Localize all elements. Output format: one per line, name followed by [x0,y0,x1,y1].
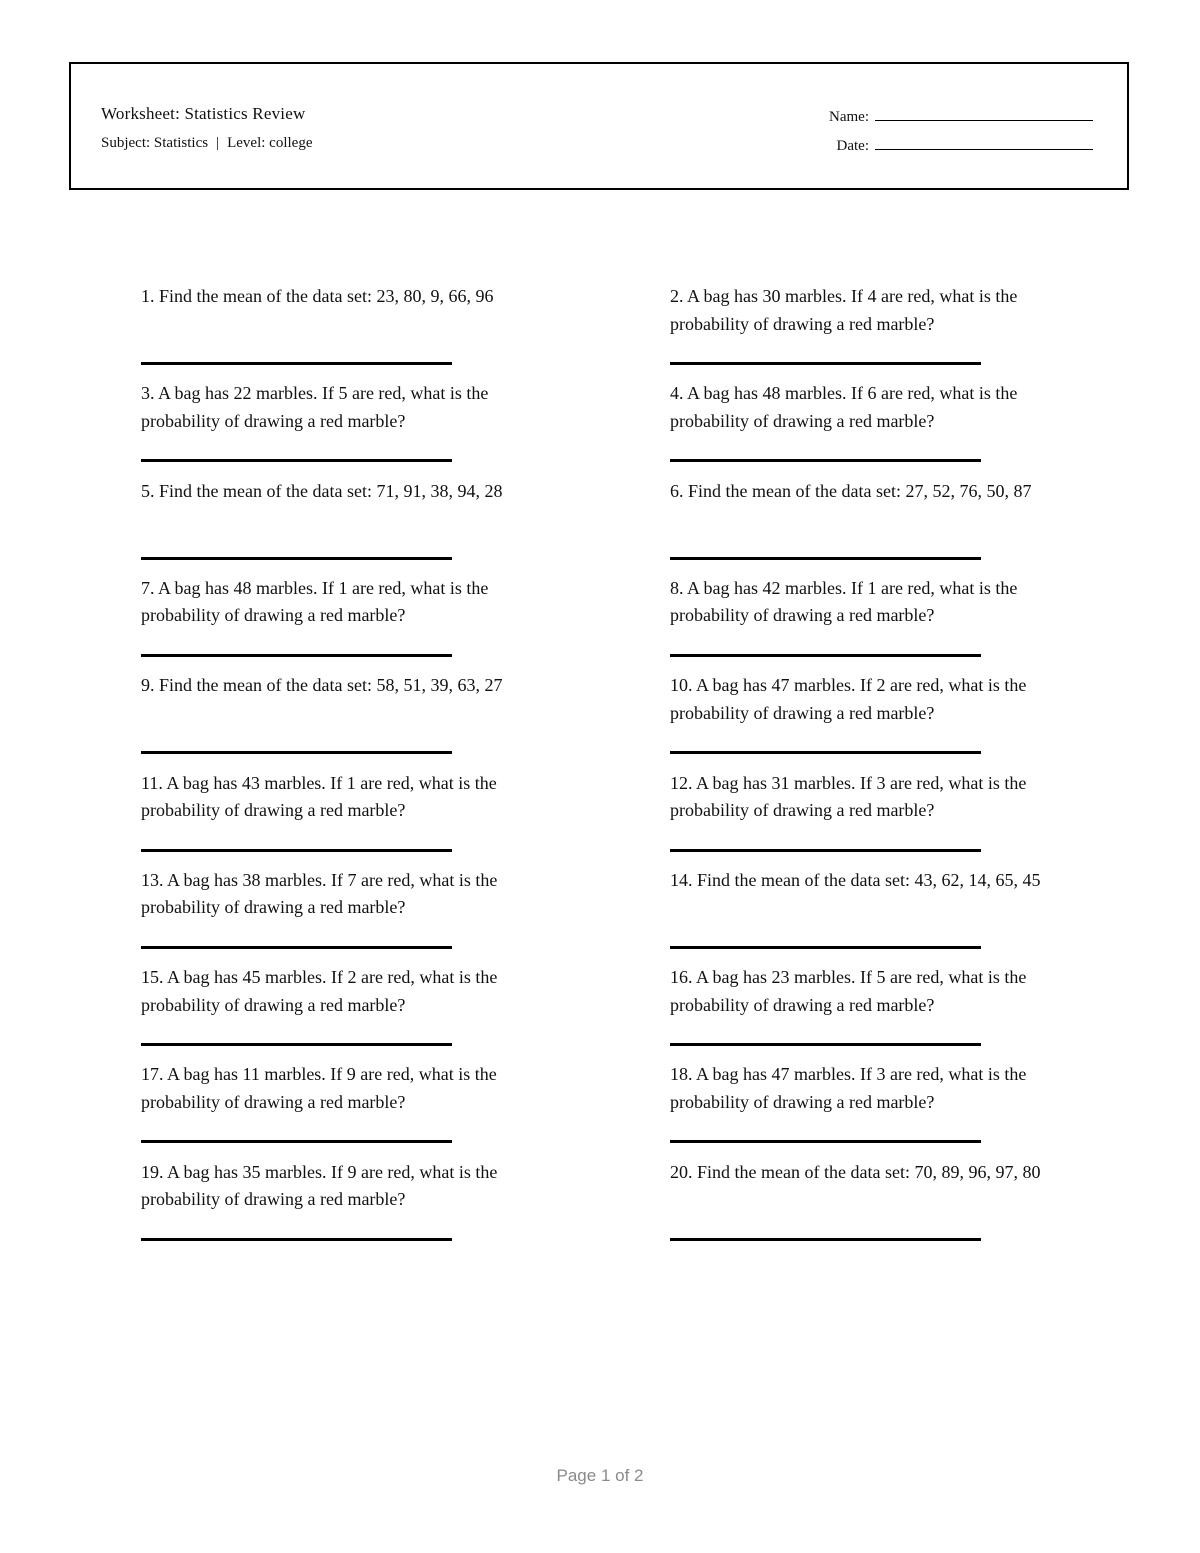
question-text: 15. A bag has 45 marbles. If 2 are red, what is the probability of drawing a red marble? [141,967,498,1015]
date-blank[interactable] [875,135,1093,150]
question-text: 8. A bag has 42 marbles. If 1 are red, what is the probability of drawing a red marble? [670,577,1018,626]
question-text: 19. A bag has 35 marbles. If 9 are red, what is the probability of drawing a red marble? [141,1161,498,1210]
answer-line[interactable] [141,849,452,852]
question-item [670,867,1100,895]
question-item [141,867,571,922]
answer-line[interactable] [670,654,981,657]
question-item [670,770,1100,825]
question-text: 5. Find the mean of the data set: 71, 91, 38, 94, 28 [141,480,503,501]
subject-level-line [101,135,312,152]
answer-line[interactable] [670,1043,981,1046]
question-text: 16. A bag has 23 marbles. If 5 are red, what is the probability of drawing a red marble? [670,967,1027,1015]
name-field[interactable] [829,106,1093,126]
question-item [670,1159,1100,1187]
question-item [670,964,1100,1019]
question-text: 10. A bag has 47 marbles. If 2 are red, what is the probability of drawing a red marble? [670,675,1027,723]
question-item [670,1061,1100,1116]
question-item [141,478,571,506]
answer-line[interactable] [670,459,981,462]
answer-line[interactable] [141,946,452,949]
level-label: Level: college [227,135,313,151]
separator: | [216,135,220,151]
question-text: 6. Find the mean of the data set: 27, 52, 76, 50, 87 [670,480,1032,501]
subject-label: Subject: Statistics [101,135,209,151]
answer-line[interactable] [141,362,452,365]
answer-line[interactable] [141,1238,452,1241]
question-text: 11. A bag has 43 marbles. If 1 are red, what is the probability of drawing a red marble? [141,772,497,820]
question-item [670,283,1100,338]
question-item [670,478,1100,506]
answer-line[interactable] [670,849,981,852]
question-item [670,575,1100,630]
question-text: 18. A bag has 47 marbles. If 3 are red, what is the probability of drawing a red marble? [670,1064,1027,1112]
date-field[interactable] [837,135,1093,155]
question-item [141,1159,571,1214]
date-label: Date: [836,138,869,154]
answer-line[interactable] [141,1043,452,1046]
question-item [141,672,571,700]
answer-line[interactable] [141,557,452,560]
question-text: 20. Find the mean of the data set: 70, 89, 96, 97, 80 [670,1161,1041,1182]
name-label: Name: [829,109,869,125]
question-text: 2. A bag has 30 marbles. If 4 are red, what is the probability of drawing a red marble? [670,286,1018,334]
question-item [141,770,571,825]
question-text: 14. Find the mean of the data set: 43, 62, 14, 65, 45 [670,869,1041,890]
question-item [141,964,571,1019]
question-item [670,380,1100,435]
answer-line[interactable] [670,946,981,949]
question-text: 12. A bag has 31 marbles. If 3 are red, what is the probability of drawing a red marble? [670,772,1027,820]
question-text: 7. A bag has 48 marbles. If 1 are red, what is the probability of drawing a red marble? [141,577,489,626]
worksheet-header [69,62,1129,190]
question-text: 13. A bag has 38 marbles. If 7 are red, what is the probability of drawing a red marble? [141,869,498,918]
answer-line[interactable] [141,459,452,462]
answer-line[interactable] [670,362,981,365]
answer-line[interactable] [141,654,452,657]
question-item [141,283,571,311]
answer-line[interactable] [670,1238,981,1241]
question-text: 4. A bag has 48 marbles. If 6 are red, what is the probability of drawing a red marble? [670,383,1018,431]
answer-line[interactable] [670,557,981,560]
question-item [141,575,571,630]
question-text: 3. A bag has 22 marbles. If 5 are red, what is the probability of drawing a red marble? [141,383,489,431]
question-text: 9. Find the mean of the data set: 58, 51, 39, 63, 27 [141,675,503,696]
answer-line[interactable] [141,1140,452,1143]
question-text: 1. Find the mean of the data set: 23, 80, 9, 66, 96 [141,286,494,306]
question-item [670,672,1100,727]
answer-line[interactable] [670,751,981,754]
name-blank[interactable] [875,106,1093,121]
answer-line[interactable] [670,1140,981,1143]
question-text: 17. A bag has 11 marbles. If 9 are red, what is the probability of drawing a red marble? [141,1064,497,1112]
page-number: Page 1 of 2 [556,1466,644,1485]
question-item [141,1061,571,1116]
question-item [141,380,571,435]
worksheet-title: Worksheet: Statistics Review [101,104,306,123]
answer-line[interactable] [141,751,452,754]
